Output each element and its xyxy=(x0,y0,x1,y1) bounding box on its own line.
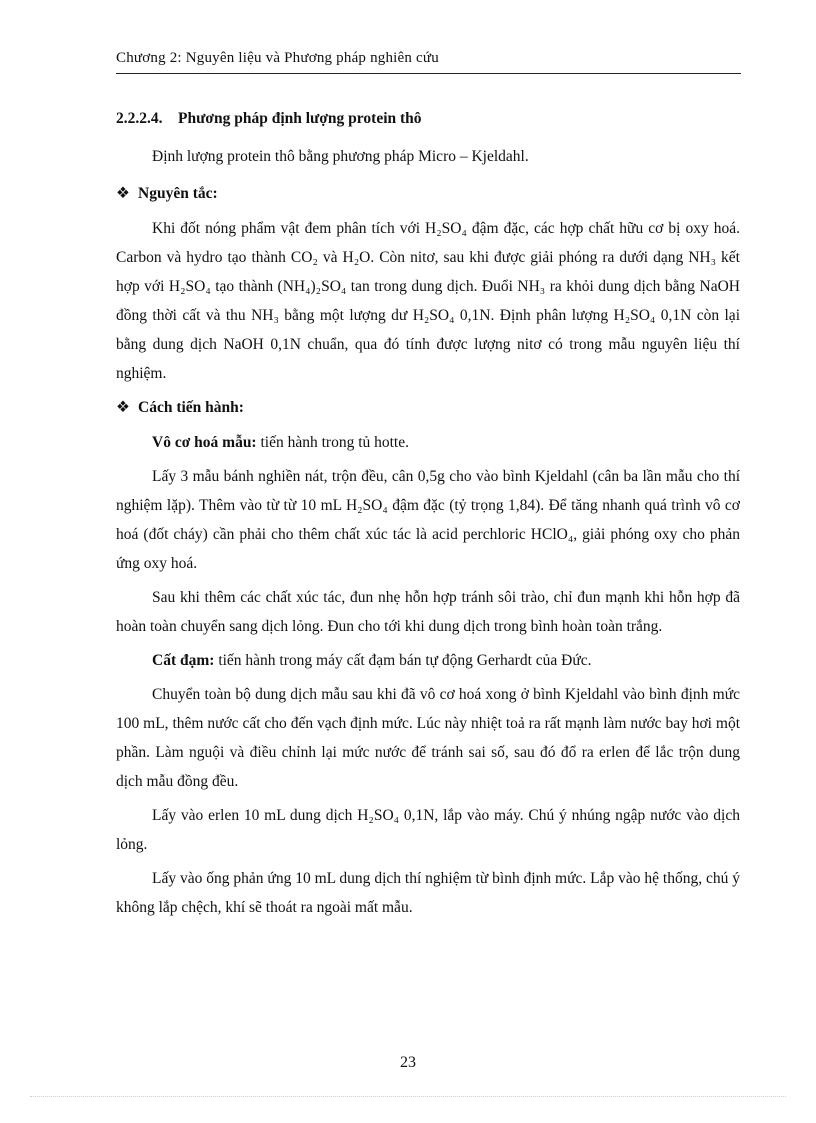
procedure-label: Cách tiến hành: xyxy=(138,399,244,416)
section-heading xyxy=(116,110,740,128)
step-distillation xyxy=(116,646,740,675)
principle-label: Nguyên tắc: xyxy=(138,185,218,202)
step-mineralization-label: Vô cơ hoá mẫu: xyxy=(152,434,257,451)
section-number: 2.2.2.4. xyxy=(116,110,163,127)
principle-paragraph: Khi đốt nóng phẩm vật đem phân tích với H₂SO₄ đậm đặc, các hợp chất hữu cơ bị oxy hoá. Carbon và hydro tạo thành CO₂ và H₂O. Còn nitơ, sau khi được giải phóng ra dưới dạng NH₃ kết hợp với H₂SO₄ tạo thành (NH₄)₂SO₄ tan trong dung dịch. Đuổi NH₃ ra khỏi dung dịch bằng NaOH đồng thời cất và thu NH₃ bằng một lượng dư H₂SO₄ 0,1N. Định phân lượng H₂SO₄ 0,1N còn lại bằng dung dịch NaOH 0,1N chuẩn, qua đó tính được lượng nitơ có trong mẫu nguyên liệu thí nghiệm. xyxy=(116,220,740,382)
principle-heading xyxy=(116,179,740,208)
step-distillation-text: tiến hành trong máy cất đạm bán tự động Gerhardt của Đức. xyxy=(214,652,592,669)
intro-paragraph: Định lượng protein thô bằng phương pháp Micro – Kjeldahl. xyxy=(152,148,529,165)
step-distillation-label: Cất đạm: xyxy=(152,652,215,669)
procedure-paragraph-erlen: Lấy vào erlen 10 mL dung dịch H₂SO₄ 0,1N, lắp vào máy. Chú ý nhúng ngập nước vào dịch lỏng. xyxy=(116,807,740,853)
step-mineralization xyxy=(116,428,740,457)
header-divider xyxy=(116,73,741,74)
procedure-paragraph-sample: Lấy 3 mẫu bánh nghiền nát, trộn đều, cân 0,5g cho vào bình Kjeldahl (cân ba lần mẫu cho thí nghiệm lặp). Thêm vào từ từ 10 mL H₂SO₄ đậm đặc (tỷ trọng 1,84). Để tăng nhanh quá trình vô cơ hoá (đốt cháy) cần phải cho thêm chất xúc tác là acid perchloric HClO₄, giải phóng oxy cho phản ứng oxy hoá. xyxy=(116,468,740,572)
step-mineralization-text: tiến hành trong tủ hotte. xyxy=(256,434,409,451)
page-bottom-border xyxy=(30,1096,786,1097)
procedure-paragraph-reaction-tube: Lấy vào ống phản ứng 10 mL dung dịch thí nghiệm từ bình định mức. Lắp vào hệ thống, chú ý không lắp chệch, khí sẽ thoát ra ngoài mất mẫu. xyxy=(116,870,740,916)
page-body xyxy=(116,110,740,927)
procedure-paragraph-transfer: Chuyển toàn bộ dung dịch mẫu sau khi đã vô cơ hoá xong ở bình Kjeldahl vào bình định mức 100 mL, thêm nước cất cho đến vạch định mức. Lúc này nhiệt toả ra rất mạnh làm nước bay hơi một phần. Làm nguội và điều chỉnh lại mức nước để tránh sai số, sau đó đổ ra erlen để lắc trộn dung dịch mẫu đồng đều. xyxy=(116,686,740,790)
diamond-bullet-icon: ❖ xyxy=(116,185,130,202)
page-number: 23 xyxy=(400,1054,416,1071)
diamond-bullet-icon: ❖ xyxy=(116,399,130,416)
procedure-paragraph-heating: Sau khi thêm các chất xúc tác, đun nhẹ hỗn hợp tránh sôi trào, chỉ đun mạnh khi hỗn hợp đã hoàn toàn chuyển sang dịch lỏng. Đun cho tới khi dung dịch trong bình hoàn toàn trắng. xyxy=(116,589,740,635)
section-title: Phương pháp định lượng protein thô xyxy=(178,110,422,127)
procedure-heading xyxy=(116,393,740,422)
running-header: Chương 2: Nguyên liệu và Phương pháp nghiên cứu xyxy=(116,50,439,66)
